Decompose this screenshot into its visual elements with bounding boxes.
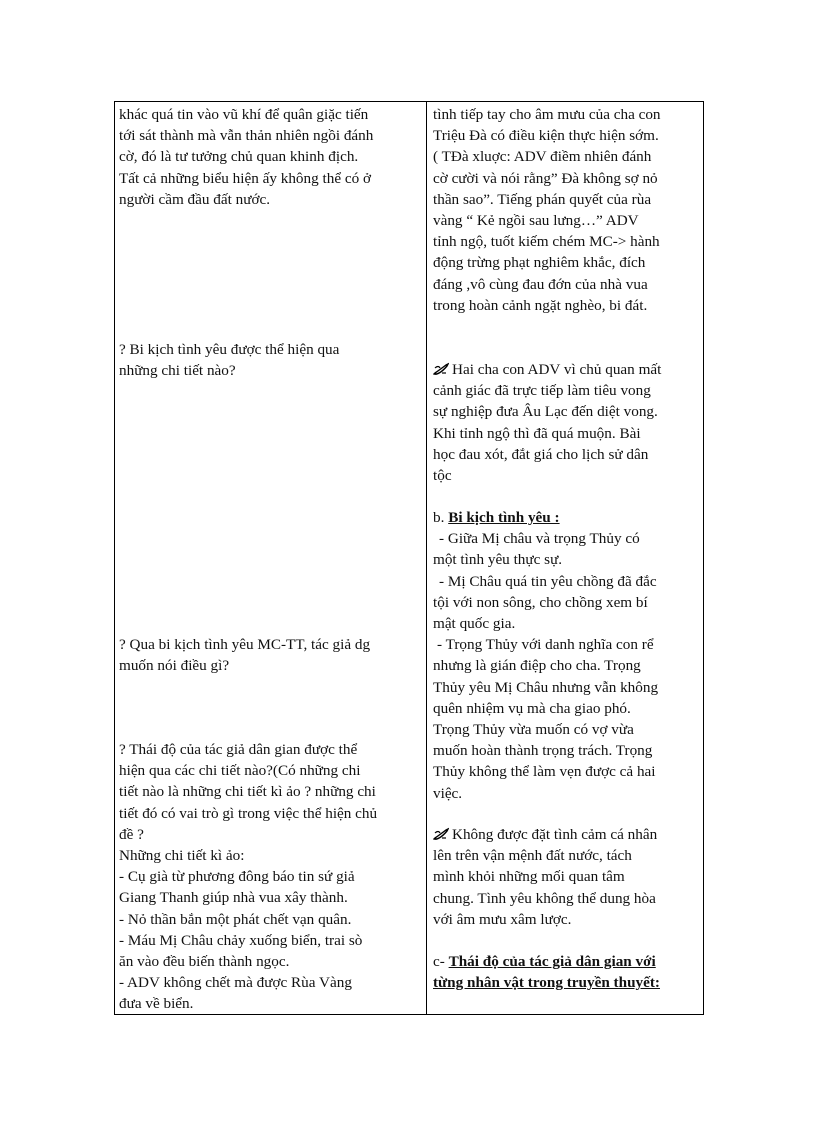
text-line: hiện qua các chi tiết nào?(Có những chi — [119, 762, 361, 780]
text-line: tới sát thành mà vẫn thản nhiên ngồi đánh — [119, 127, 374, 145]
section-title-continued: từng nhân vật trong truyền thuyết: — [433, 974, 660, 992]
text-line: nhưng là gián điệp cho cha. Trọng — [433, 657, 641, 675]
text-line: Thủy yêu Mị Châu nhưng vẫn không — [433, 678, 659, 696]
right-paragraph-1 — [433, 104, 701, 316]
text-line: Những chi tiết kì ảo: — [119, 847, 245, 865]
text-line-content: Không được đặt tình cảm cá nhân — [452, 826, 658, 843]
section-prefix: b. — [433, 509, 445, 526]
text-line: ? Qua bi kịch tình yêu MC-TT, tác giả dg — [119, 636, 371, 653]
text-line: Khi tỉnh ngộ thì đã quá muộn. Bài — [433, 424, 641, 442]
writing-hand-icon — [433, 362, 449, 376]
question-author-message — [119, 634, 419, 676]
text-line: mật quốc gia. — [433, 615, 516, 633]
column-divider — [426, 102, 427, 1014]
text-line: - Cụ già từ phương đông báo tin sứ giả — [119, 868, 355, 886]
text-line: muốn hoàn thành trọng trách. Trọng — [433, 742, 653, 760]
text-line: vàng “ Kẻ ngồi sau lưng…” ADV — [433, 212, 639, 230]
section-prefix: c- — [433, 953, 445, 970]
text-line: Tất cả những biểu hiện ấy không thể có ở — [119, 169, 372, 187]
text-line: một tình yêu thực sự. — [433, 551, 563, 569]
text-line: - Mị Châu quá tin yêu chồng đã đắc — [439, 572, 657, 590]
text-line: - ADV không chết mà được Rùa Vàng — [119, 974, 352, 992]
text-line: đưa về biển. — [119, 995, 194, 1013]
left-intro-paragraph — [119, 104, 419, 210]
text-line: muốn nói điều gì? — [119, 657, 230, 675]
section-title: Thái độ của tác giả dân gian với — [448, 953, 656, 970]
text-line — [433, 824, 701, 845]
text-line: lên trên vận mệnh đất nước, tách — [433, 847, 632, 865]
text-line: - Giữa Mị châu và trọng Thủy có — [439, 530, 640, 548]
text-line: đề ? — [119, 825, 144, 843]
text-line: Triệu Đà có điều kiện thực hiện sớm. — [433, 127, 659, 145]
question-love-tragedy — [119, 339, 419, 381]
text-line: với âm mưu xâm lược. — [433, 910, 572, 928]
text-line: Thủy không thể làm vẹn được cả hai — [433, 763, 656, 781]
text-line: - Máu Mị Châu chảy xuống biển, trai sò — [119, 931, 363, 949]
text-line-content: Hai cha con ADV vì chủ quan mất — [452, 361, 662, 378]
text-line: mình khỏi những mối quan tâm — [433, 868, 625, 886]
text-line: đáng ,vô cùng đau đớn của nhà vua — [433, 275, 648, 293]
text-line: ( TĐà xluợc: ADV điềm nhiên đánh — [433, 148, 652, 166]
lesson-table — [114, 101, 704, 1015]
text-line: sự nghiệp đưa Âu Lạc đến diệt vong. — [433, 403, 658, 421]
right-paragraph-2 — [433, 359, 701, 486]
text-line: ? Bi kịch tình yêu được thể hiện qua — [119, 341, 340, 358]
section-title: Bi kịch tình yêu : — [448, 509, 560, 526]
text-line: động trừng phạt nghiêm khắc, đích — [433, 254, 646, 272]
text-line: thần sao”. Tiếng phán quyết của rùa — [433, 190, 652, 208]
text-line: cờ, đó là tư tưởng chủ quan khinh địch. — [119, 148, 359, 166]
text-line: tộc — [433, 467, 452, 485]
text-line: người cầm đầu đất nước. — [119, 190, 271, 208]
text-line: tội với non sông, cho chồng xem bí — [433, 593, 648, 611]
text-line: học đau xót, đắt giá cho lịch sử dân — [433, 445, 649, 463]
text-line: Giang Thanh giúp nhà vua xây thành. — [119, 889, 348, 907]
section-heading — [433, 507, 701, 528]
text-line: khác quá tin vào vũ khí để quân giặc tiến — [119, 106, 369, 123]
text-line: cờ cười và nói rằng” Đà không sợ nỏ — [433, 169, 658, 187]
text-line: những chi tiết nào? — [119, 362, 236, 380]
section-heading — [433, 951, 701, 972]
right-paragraph-3 — [433, 824, 701, 930]
text-line: tiết nào là những chi tiết kì ảo ? những chi — [119, 783, 376, 801]
section-c-author-attitude — [433, 951, 701, 993]
text-line: Trọng Thủy vừa muốn có vợ vừa — [433, 721, 634, 739]
text-line: trong hoàn cảnh ngặt nghèo, bi đát. — [433, 296, 648, 314]
text-line: tiết đó có vai trò gì trong việc thể hiện chủ — [119, 804, 378, 822]
question-author-attitude — [119, 739, 419, 1015]
text-line: ăn vào đều biến thành ngọc. — [119, 953, 290, 971]
text-line: - Trọng Thủy với danh nghĩa con rể — [437, 636, 654, 654]
text-line: việc. — [433, 784, 463, 802]
text-line: tỉnh ngộ, tuốt kiếm chém MC-> hành — [433, 233, 660, 251]
text-line: ? Thái độ của tác giả dân gian được thể — [119, 741, 358, 758]
text-line: - Nỏ thần bắn một phát chết vạn quân. — [119, 910, 352, 928]
section-b-love-tragedy — [433, 507, 701, 804]
text-line — [433, 359, 701, 380]
text-line: tình tiếp tay cho âm mưu của cha con — [433, 106, 661, 123]
text-line: quên nhiệm vụ mà cha giao phó. — [433, 699, 631, 717]
text-line: cảnh giác đã trực tiếp làm tiêu vong — [433, 382, 651, 400]
writing-hand-icon — [433, 827, 449, 841]
text-line: chung. Tình yêu không thể dung hòa — [433, 889, 656, 907]
